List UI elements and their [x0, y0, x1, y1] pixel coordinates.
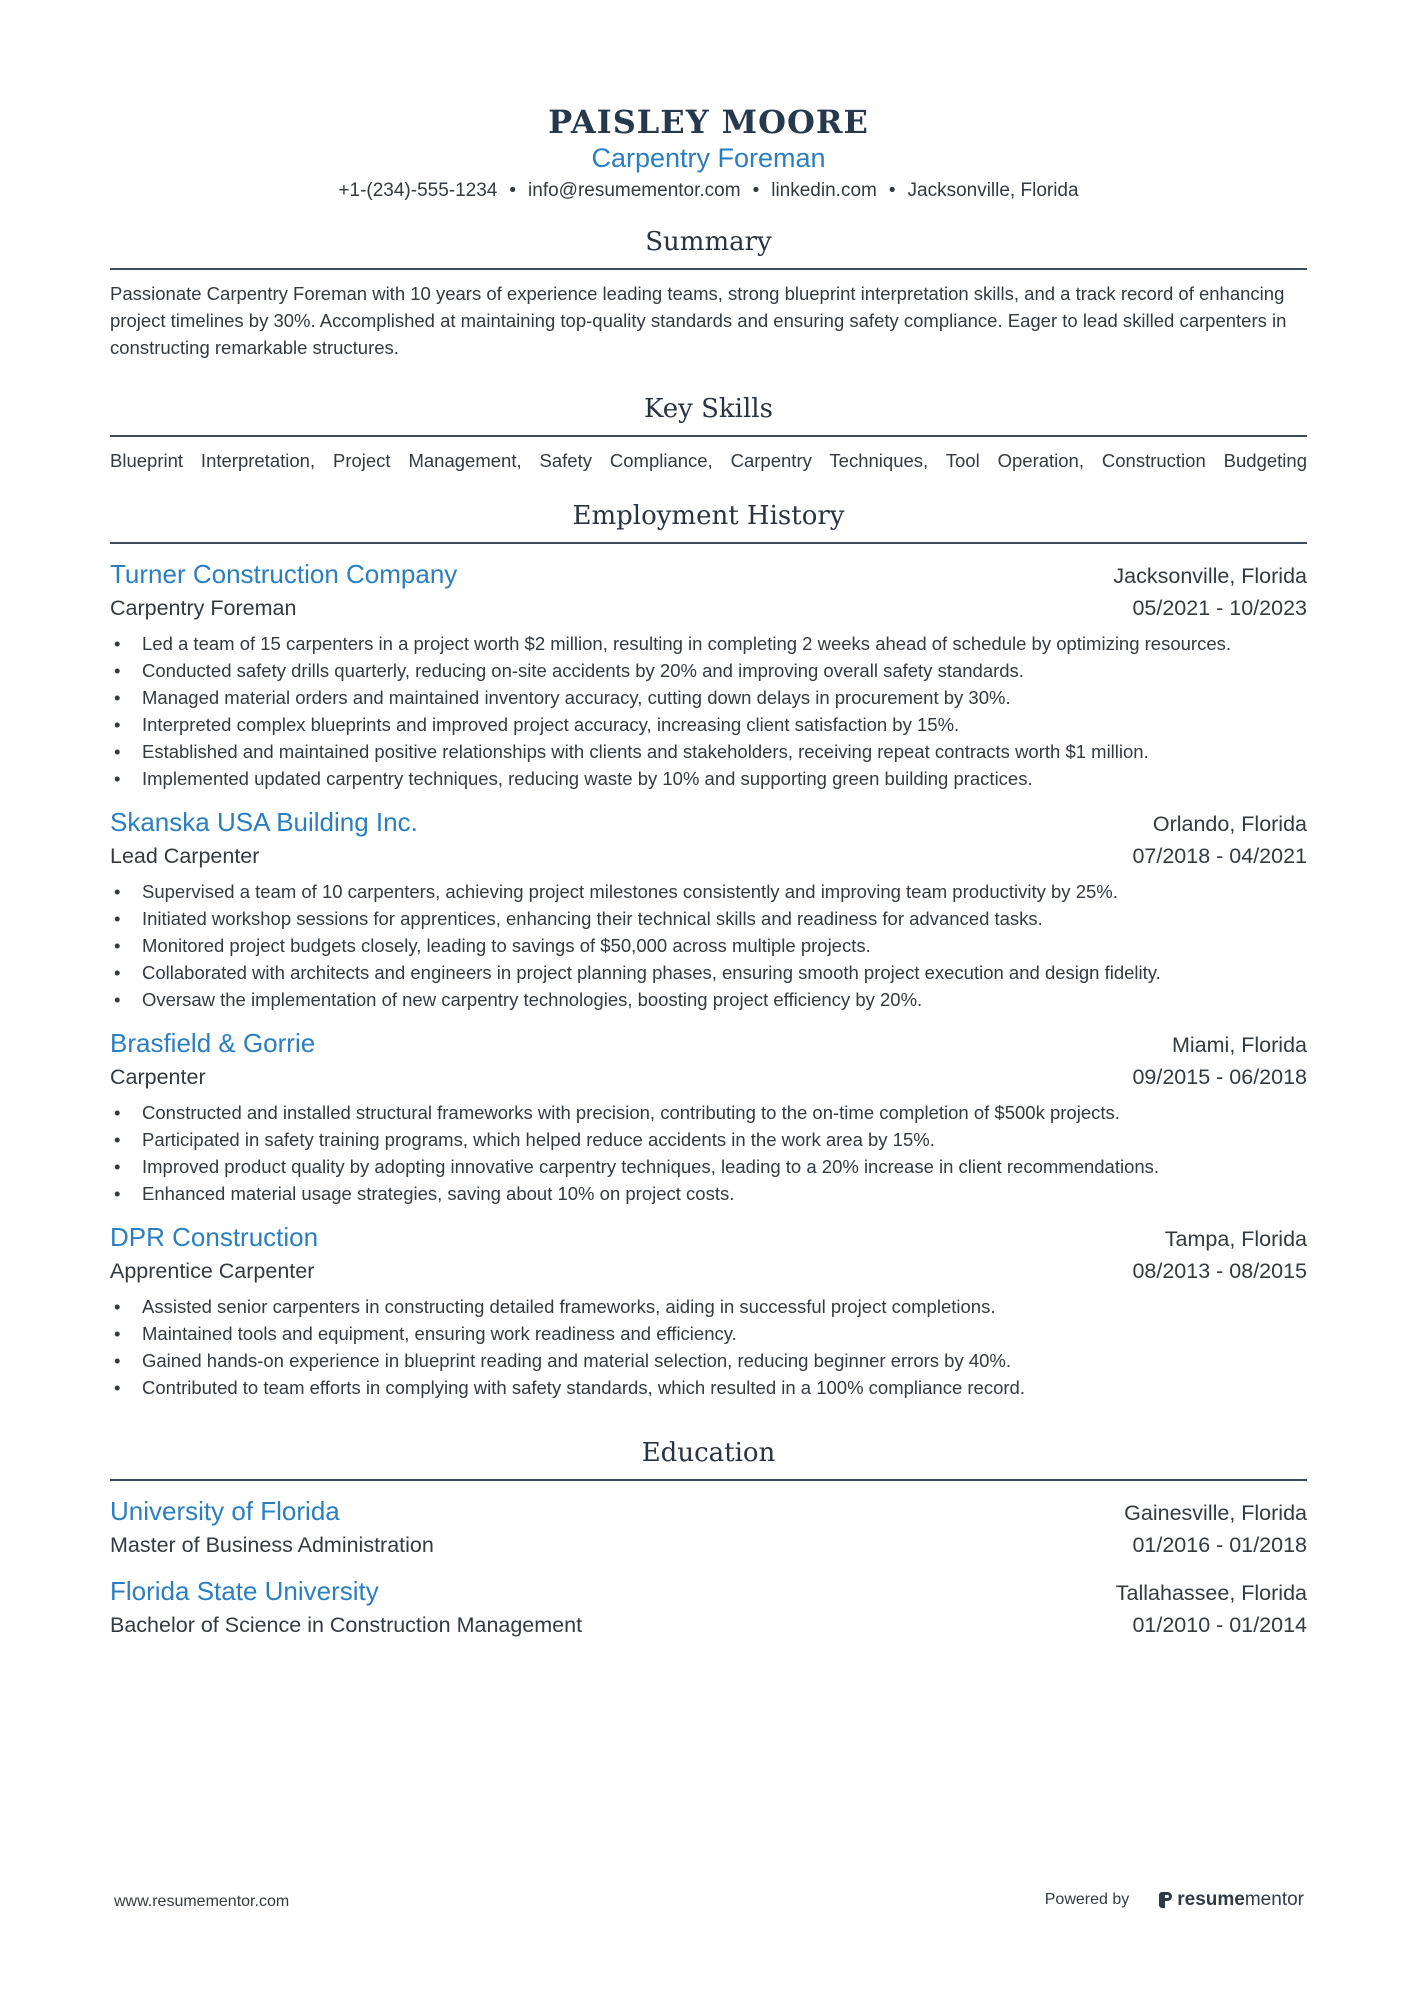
job-bullets — [110, 1099, 1307, 1207]
job-bullet: • Supervised a team of 10 carpenters, achieving project milestones consistently and improving team productivity by 25%. — [110, 878, 1307, 905]
job-title-row — [110, 1255, 1307, 1287]
job-bullet: • Gained hands-on experience in blueprint reading and material selection, reducing beginner errors by 40%. — [110, 1347, 1307, 1374]
education-entry — [110, 1573, 1307, 1641]
edu-degree-row — [110, 1529, 1307, 1561]
job-bullet: • Initiated workshop sessions for apprentices, enhancing their technical skills and readiness for advanced tasks. — [110, 905, 1307, 932]
job-bullet: • Contributed to team efforts in complying with safety standards, which resulted in a 100% compliance record. — [110, 1374, 1307, 1401]
education-entry — [110, 1493, 1307, 1561]
job-dates: 07/2018 - 04/2021 — [1132, 844, 1307, 868]
footer-website[interactable]: www.resumementor.com — [114, 1893, 290, 1910]
job-company: DPR Construction — [110, 1222, 319, 1252]
education-heading: Education — [110, 1435, 1307, 1481]
resume-header — [110, 0, 1307, 206]
job-dates: 09/2015 - 06/2018 — [1132, 1065, 1307, 1089]
contact-linkedin[interactable]: linkedin.com — [771, 180, 877, 201]
edu-degree: Bachelor of Science in Construction Management — [110, 1613, 583, 1637]
job-bullet: • Managed material orders and maintained inventory accuracy, cutting down delays in procurement by 30%. — [110, 684, 1307, 711]
separator-dot: • — [752, 180, 760, 201]
edu-header-row — [110, 1573, 1307, 1609]
contact-email[interactable]: info@resumementor.com — [528, 180, 741, 201]
employment-section — [110, 498, 1307, 1401]
job-dates: 08/2013 - 08/2015 — [1132, 1259, 1307, 1283]
job-bullet: • Conducted safety drills quarterly, reducing on-site accidents by 20% and improving overall safety standards. — [110, 657, 1307, 684]
job-bullet: • Interpreted complex blueprints and improved project accuracy, increasing client satisfaction by 15%. — [110, 711, 1307, 738]
edu-degree-row — [110, 1609, 1307, 1641]
summary-text: Passionate Carpentry Foreman with 10 years of experience leading teams, strong blueprint interpretation skills, and a track record of enhancing project timelines by 30%. Accomplished at maintaining top-quality standards and ensuring safety compliance. Eager to lead skilled carpenters in constructing remarkable structures. — [110, 283, 1287, 358]
job-header-row — [110, 556, 1307, 592]
job-location: Miami, Florida — [1172, 1033, 1307, 1057]
job-title-row — [110, 592, 1307, 624]
job-title: Apprentice Carpenter — [110, 1259, 315, 1283]
skills-section — [110, 391, 1307, 474]
job-entry — [110, 804, 1307, 1013]
resume-page — [110, 0, 1307, 1641]
job-entry — [110, 556, 1307, 792]
job-header-row — [110, 1025, 1307, 1061]
skills-text: Blueprint Interpretation, Project Management, Safety Compliance, Carpentry Techniques, Tool Operation, Construction Budgeting — [110, 450, 1307, 471]
summary-section — [110, 224, 1307, 361]
candidate-name: PAISLEY MOORE — [548, 103, 869, 141]
contact-location: Jacksonville, Florida — [907, 180, 1079, 201]
job-company: Skanska USA Building Inc. — [110, 807, 418, 837]
edu-dates: 01/2016 - 01/2018 — [1132, 1533, 1307, 1557]
job-bullet: • Led a team of 15 carpenters in a project worth $2 million, resulting in completing 2 weeks ahead of schedule by optimizing resources. — [110, 630, 1307, 657]
education-section — [110, 1435, 1307, 1641]
job-bullet: • Established and maintained positive relationships with clients and stakeholders, receiving repeat contracts worth $1 million. — [110, 738, 1307, 765]
job-title: Carpenter — [110, 1065, 206, 1089]
edu-degree: Master of Business Administration — [110, 1533, 434, 1557]
job-title: Carpentry Foreman — [110, 596, 297, 620]
employment-heading: Employment History — [110, 498, 1307, 544]
education-list — [110, 1493, 1307, 1641]
job-location: Tampa, Florida — [1164, 1227, 1307, 1251]
job-bullets — [110, 630, 1307, 792]
job-bullet: • Collaborated with architects and engineers in project planning phases, ensuring smooth project execution and design fidelity. — [110, 959, 1307, 986]
edu-dates: 01/2010 - 01/2014 — [1132, 1613, 1307, 1637]
edu-header-row — [110, 1493, 1307, 1529]
job-company: Brasfield & Gorrie — [110, 1028, 316, 1058]
job-title-row — [110, 1061, 1307, 1093]
contact-line — [110, 176, 1307, 206]
job-dates: 05/2021 - 10/2023 — [1132, 596, 1307, 620]
logo-text: resumementor — [1177, 1889, 1304, 1910]
candidate-role: Carpentry Foreman — [591, 143, 826, 173]
job-bullet: • Participated in safety training programs, which helped reduce accidents in the work area by 15%. — [110, 1126, 1307, 1153]
job-title-row — [110, 840, 1307, 872]
job-entry — [110, 1219, 1307, 1401]
job-company: Turner Construction Company — [110, 559, 458, 589]
job-bullet: • Maintained tools and equipment, ensuring work readiness and efficiency. — [110, 1320, 1307, 1347]
job-bullet: • Enhanced material usage strategies, saving about 10% on project costs. — [110, 1180, 1307, 1207]
skills-heading: Key Skills — [110, 391, 1307, 437]
edu-school: Florida State University — [110, 1576, 379, 1606]
edu-location: Tallahassee, Florida — [1115, 1581, 1307, 1605]
job-bullets — [110, 1293, 1307, 1401]
powered-by-label: Powered by — [1044, 1891, 1130, 1908]
job-bullet: • Oversaw the implementation of new carpentry technologies, boosting project efficiency by 20%. — [110, 986, 1307, 1013]
jobs-list — [110, 556, 1307, 1401]
job-bullet: • Assisted senior carpenters in constructing detailed frameworks, aiding in successful project completions. — [110, 1293, 1307, 1320]
job-header-row — [110, 804, 1307, 840]
separator-dot: • — [888, 180, 896, 201]
job-bullet: • Monitored project budgets closely, leading to savings of $50,000 across multiple projects. — [110, 932, 1307, 959]
job-entry — [110, 1025, 1307, 1207]
contact-phone: +1-(234)-555-1234 — [338, 180, 498, 201]
separator-dot: • — [509, 180, 517, 201]
job-bullet: • Implemented updated carpentry techniques, reducing waste by 10% and supporting green building practices. — [110, 765, 1307, 792]
resumementor-logo-icon — [1157, 1890, 1173, 1910]
job-header-row — [110, 1219, 1307, 1255]
footer-branding — [1045, 1889, 1304, 1911]
job-location: Jacksonville, Florida — [1113, 564, 1307, 588]
edu-location: Gainesville, Florida — [1124, 1501, 1307, 1525]
job-title: Lead Carpenter — [110, 844, 260, 868]
job-bullets — [110, 878, 1307, 1013]
job-location: Orlando, Florida — [1152, 812, 1307, 836]
edu-school: University of Florida — [110, 1496, 340, 1526]
resumementor-logo[interactable] — [1157, 1889, 1304, 1911]
summary-heading: Summary — [110, 224, 1307, 270]
job-bullet: • Constructed and installed structural frameworks with precision, contributing to the on-time completion of $500k projects. — [110, 1099, 1307, 1126]
job-bullet: • Improved product quality by adopting innovative carpentry techniques, leading to a 20% increase in client recommendations. — [110, 1153, 1307, 1180]
